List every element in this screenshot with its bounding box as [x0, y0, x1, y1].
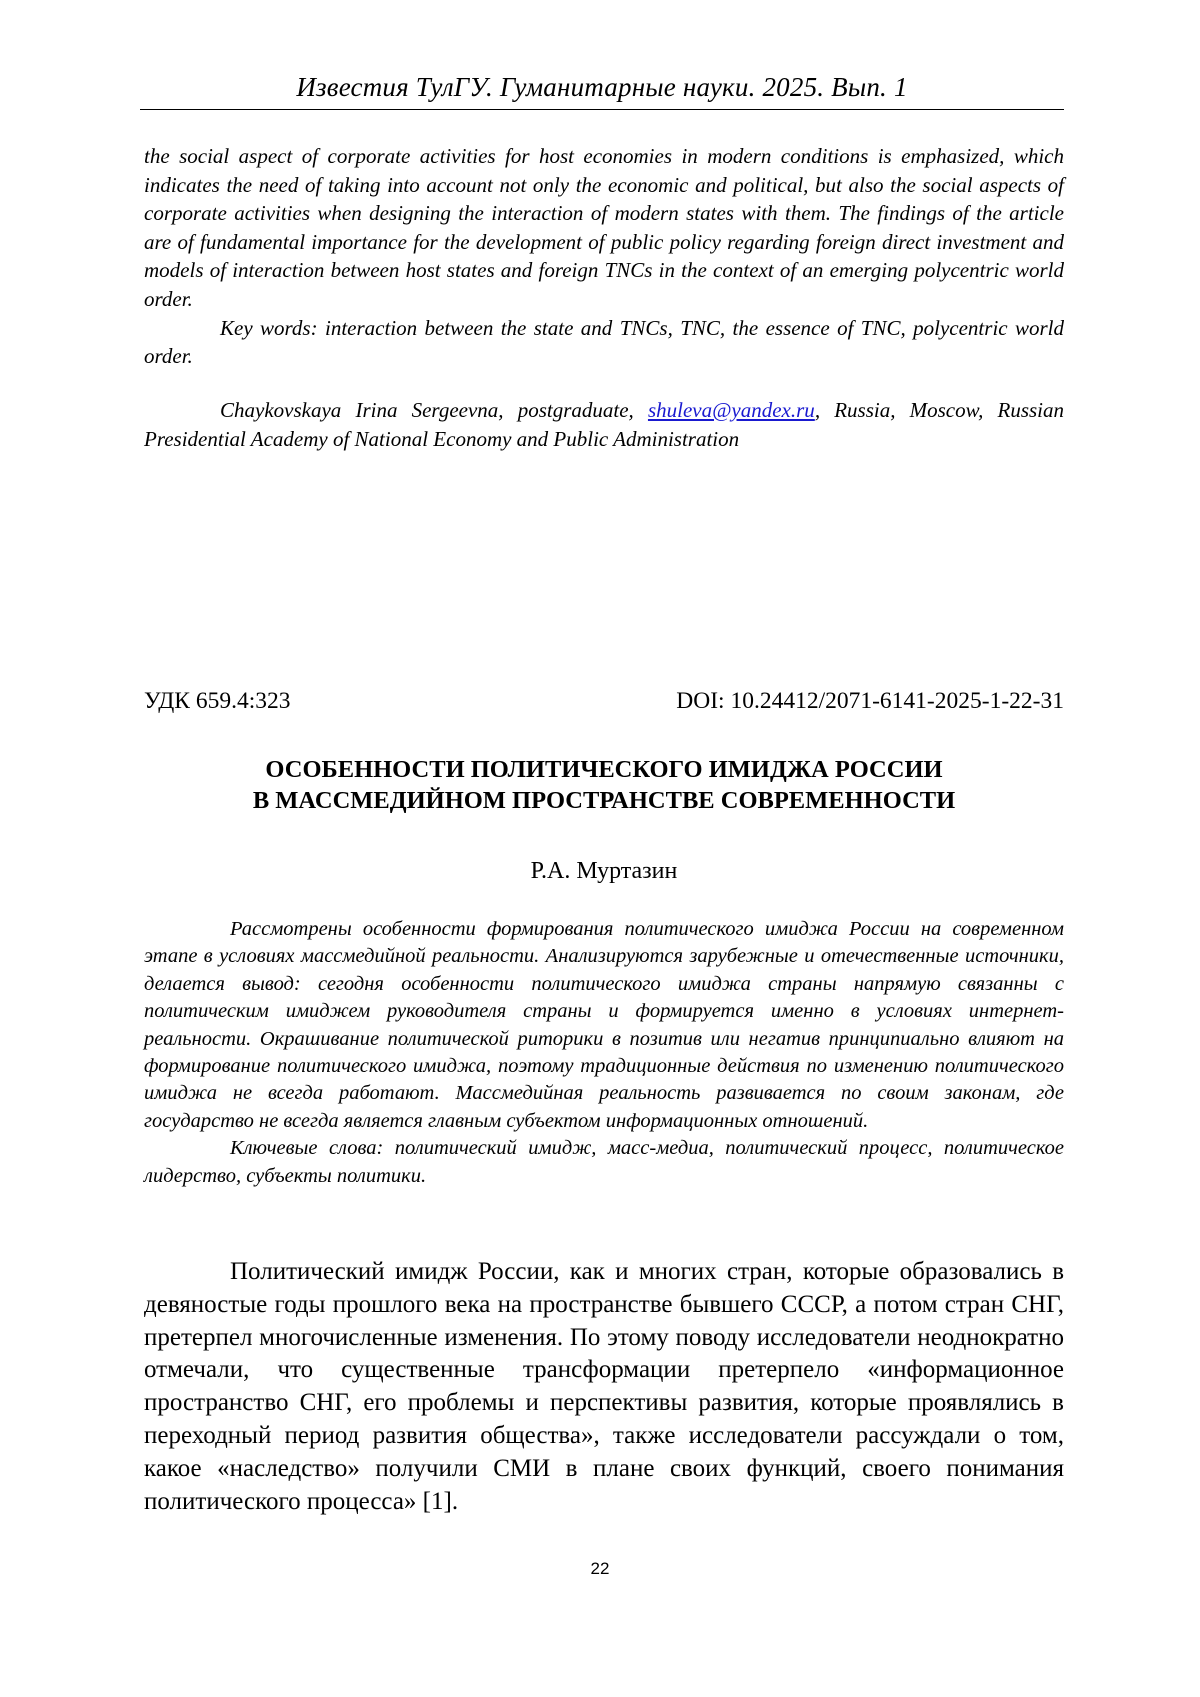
article-keywords: Ключевые слова: политический имидж, масс-медиа, политический процесс, политическое лидерство, субъекты политики. [144, 1137, 1064, 1187]
abstract-text: Рассмотрены особенности формирования политического имиджа России на современном этапе в условиях массмедийной реальности. Анализируются зарубежные и отечественные источники, делается вывод: сегодня особенности политического имиджа страны напрямую связанны с политическим имиджем руководителя страны и формируется именно в условиях интернет-реальности. Окрашивание политической риторики в позитив или негатив принципиально влияют на формирование политического имиджа, поэтому традиционные действия по изменению политического имиджа не всегда работают. Массмедийная реальность развивается по своим законам, где государство не всегда является главным субъектом информационных отношений. [144, 918, 1064, 1132]
previous-author-name: Chaykovskaya Irina Sergeevna, postgraduate, [220, 398, 648, 422]
article-title-line-2: В МАССМЕДИЙНОМ ПРОСТРАНСТВЕ СОВРЕМЕННОСТИ [252, 787, 956, 814]
doi-code: DOI: 10.24412/2071-6141-2025-1-22-31 [676, 688, 1064, 714]
previous-author-info [144, 396, 1064, 453]
author-email-link[interactable]: shuleva@yandex.ru [647, 398, 815, 422]
page-number: 22 [590, 1559, 610, 1578]
header-divider [140, 109, 1064, 110]
article-author: Р.А. Муртазин [530, 858, 678, 884]
running-header: Известия ТулГУ. Гуманитарные науки. 2025. Вып. 1 [296, 72, 908, 102]
previous-article-abstract [144, 142, 1064, 371]
article-abstract [144, 916, 1064, 1190]
previous-keywords: Key words: interaction between the state and TNCs, TNC, the essence of TNC, polycentric world order. [144, 315, 1064, 369]
article-title-line-1: ОСОБЕННОСТИ ПОЛИТИЧЕСКОГО ИМИДЖА РОССИИ [265, 756, 943, 783]
body-paragraph: Политический имидж России, как и многих стран, которые образовались в девяностые годы прошлого века на пространстве бывшего СССР, а потом стран СНГ, претерпел многочисленные изменения. По этому поводу исследователи неоднократно отмечали, что существенные трансформации претерпело «информационное пространство СНГ, его проблемы и перспективы развития, которые проявлялись в переходный период развития общества», также исследователи рассуждали о том, какое «наследство» получили СМИ в плане своих функций, своего понимания политического процесса» [1]. [144, 1258, 1064, 1515]
article-title [144, 754, 1064, 816]
article-body [144, 1256, 1064, 1518]
udk-code: УДК 659.4:323 [144, 688, 291, 714]
previous-abstract-text: the social aspect of corporate activities for host economies in modern conditions is emphasized, which indicates the need of taking into account not only the economic and political, but also the social aspects of corporate activities when designing the interaction of modern states with them. The findings of the article are of fundamental importance for the development of public policy regarding foreign direct investment and models of interaction between host states and foreign TNCs in the context of an emerging polycentric world order. [144, 144, 1064, 311]
previous-author-affiliation: , Russia, Moscow, Russian Presidential Academy of National Economy and Public Administration [144, 398, 1064, 451]
previous-author-line [144, 396, 1064, 453]
